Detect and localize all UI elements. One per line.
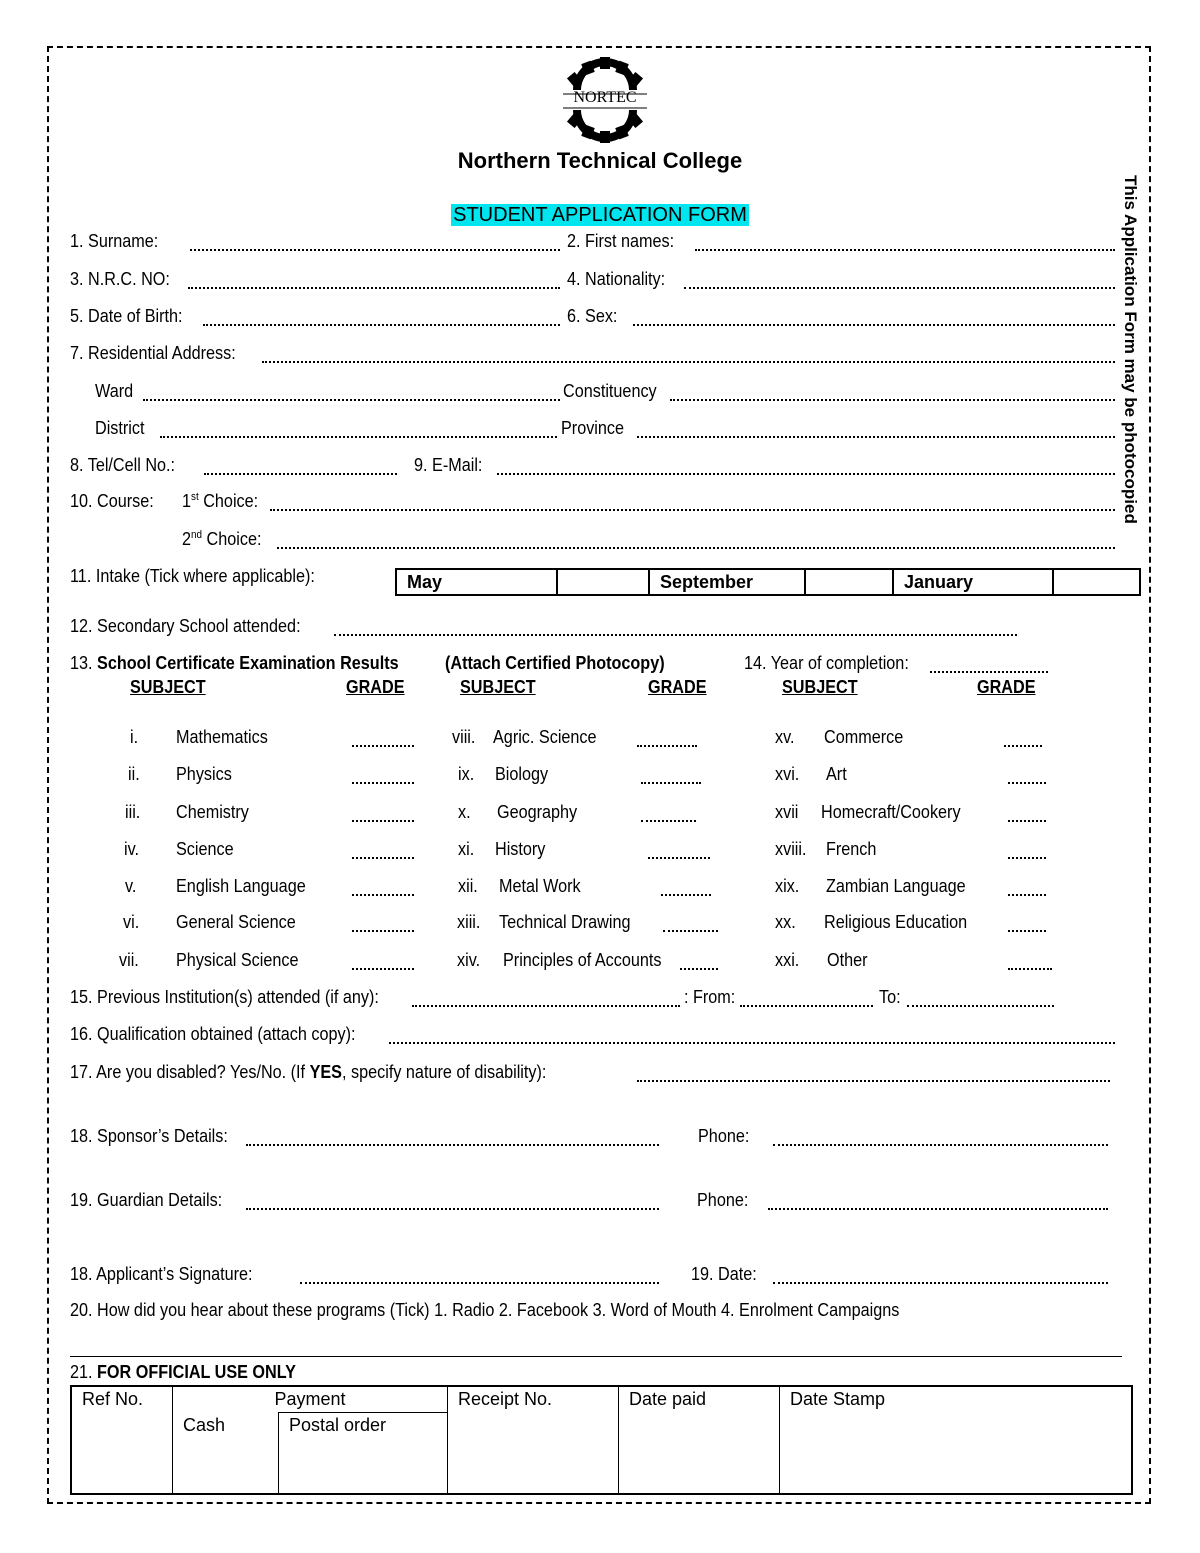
date-label: 19. Date: [691,1264,757,1284]
subject-num: xii. [458,876,478,896]
subject-num: v. [125,876,137,896]
guardian-phone-field[interactable] [768,1206,1108,1210]
grade-field[interactable] [661,892,711,896]
subject-num: xvii [775,802,799,822]
grade-field[interactable] [1008,892,1046,896]
province-label: Province [561,418,625,438]
nrc-label: 3. N.R.C. NO: [70,269,170,289]
grade-field[interactable] [641,780,701,784]
grade-field[interactable] [1008,966,1052,970]
subject-name: Zambian Language [826,876,966,896]
address-label: 7. Residential Address: [70,343,236,363]
subject-num: xxi. [775,950,800,970]
course-label: 10. Course: [70,491,154,511]
subject-name: Metal Work [499,876,581,896]
subject-num: iv. [124,839,140,859]
subject-num: xiv. [457,950,481,970]
grade-field[interactable] [1008,855,1046,859]
form-title-wrap [0,203,1200,227]
ward-label: Ward [95,381,134,401]
guardian-phone-label: Phone: [697,1190,749,1210]
grade-field[interactable] [352,966,414,970]
dob-field[interactable] [203,322,560,326]
side-note: This Application Form may be photocopied [1121,175,1140,524]
subject-name: Chemistry [176,802,249,822]
form-title: STUDENT APPLICATION FORM [453,204,747,226]
sex-field[interactable] [633,322,1115,326]
q13-heading: 13. School Certificate Examination Results [70,653,399,673]
date-field[interactable] [773,1280,1108,1284]
q15-from-label: : From: [684,987,736,1007]
grade-field[interactable] [352,743,414,747]
ref-no-header: Ref No. [71,1386,173,1494]
subject-num: viii. [452,727,476,747]
surname-field[interactable] [190,247,560,251]
q15-label: 15. Previous Institution(s) attended (if any): [70,987,379,1007]
district-field[interactable] [160,434,557,438]
subject-name: Technical Drawing [499,912,631,932]
subject-num: xix. [775,876,800,896]
sponsor-phone-field[interactable] [773,1142,1108,1146]
subject-name: French [826,839,877,859]
college-name: Northern Technical College [457,148,743,173]
receipt-no-header: Receipt No. [448,1386,619,1494]
date-stamp-header: Date Stamp [780,1386,1133,1494]
nationality-field[interactable] [684,285,1115,289]
date-paid-header: Date paid [619,1386,780,1494]
subject-num: iii. [125,802,141,822]
ward-field[interactable] [143,397,560,401]
postal-order-header: Postal order [279,1413,448,1495]
signature-field[interactable] [300,1280,659,1284]
subject-name: English Language [176,876,306,896]
intake-table [395,568,1141,596]
intake-january-tick[interactable] [1054,570,1139,594]
signature-label: 18. Applicant’s Signature: [70,1264,253,1284]
intake-september: September [650,570,806,594]
official-heading: 21. FOR OFFICIAL USE ONLY [70,1362,296,1382]
subject-name: Physical Science [176,950,299,970]
q17-field[interactable] [637,1078,1110,1082]
sponsor-field[interactable] [246,1142,659,1146]
grade-field[interactable] [1008,928,1046,932]
subject-name: Commerce [824,727,904,747]
q15-to-field[interactable] [907,1003,1054,1007]
grade-field[interactable] [1008,818,1046,822]
q15-to-label: To: [879,987,901,1007]
subject-name: General Science [176,912,296,932]
choice1-field[interactable] [270,507,1115,511]
q15-from-field[interactable] [740,1003,873,1007]
q16-label: 16. Qualification obtained (attach copy): [70,1024,356,1044]
subject-num: x. [458,802,471,822]
subject-header-1: SUBJECT [130,677,206,697]
grade-field[interactable] [352,928,414,932]
payment-header: Payment [173,1386,448,1413]
cash-header: Cash [173,1413,279,1495]
email-label: 9. E-Mail: [414,455,483,475]
logo-text: NORTEC [573,89,637,106]
tel-field[interactable] [204,471,397,475]
subject-num: xiii. [457,912,481,932]
subject-name: Physics [176,764,232,784]
grade-field[interactable] [648,855,710,859]
grade-field[interactable] [352,818,414,822]
nationality-label: 4. Nationality: [567,269,666,289]
subject-name: Mathematics [176,727,268,747]
nrc-field[interactable] [188,285,560,289]
subject-name: Biology [495,764,549,784]
q16-field[interactable] [389,1040,1115,1044]
subject-name: Religious Education [824,912,968,932]
first-names-field[interactable] [695,247,1115,251]
constituency-field[interactable] [670,397,1115,401]
guardian-field[interactable] [246,1206,659,1210]
grade-field[interactable] [352,855,414,859]
address-field[interactable] [262,359,1115,363]
subject-num: xv. [775,727,795,747]
surname-label: 1. Surname: [70,231,159,251]
subject-num: xviii. [775,839,807,859]
sex-label: 6. Sex: [567,306,618,326]
q13-attach: (Attach Certified Photocopy) [445,653,665,673]
grade-field[interactable] [637,743,697,747]
subject-num: vi. [123,912,140,932]
q17-label: 17. Are you disabled? Yes/No. (If YES, specify nature of disability): [70,1062,547,1082]
subject-num: xx. [775,912,796,932]
subject-name: Principles of Accounts [503,950,662,970]
subject-name: Art [826,764,847,784]
sponsor-phone-label: Phone: [698,1126,750,1146]
q14-label: 14. Year of completion: [744,653,909,673]
grade-field[interactable] [352,780,414,784]
subject-name: History [495,839,546,859]
choice2-label: 2nd Choice: [182,529,262,549]
intake-label: 11. Intake (Tick where applicable): [70,566,315,586]
subject-name: Agric. Science [493,727,597,747]
subject-header-3: SUBJECT [782,677,858,697]
subject-num: xvi. [775,764,800,784]
divider [70,1356,1122,1357]
first-names-label: 2. First names: [567,231,675,251]
grade-field[interactable] [641,818,696,822]
grade-field[interactable] [352,892,414,896]
guardian-label: 19. Guardian Details: [70,1190,223,1210]
intake-may-tick[interactable] [558,570,650,594]
subject-num: ix. [458,764,475,784]
secondary-label: 12. Secondary School attended: [70,616,301,636]
subject-num: xi. [458,839,475,859]
intake-september-tick[interactable] [806,570,894,594]
q14-field[interactable] [930,669,1048,673]
q15-institution-field[interactable] [412,1003,680,1007]
grade-header-2: GRADE [648,677,707,697]
tel-label: 8. Tel/Cell No.: [70,455,176,475]
subject-name: Geography [497,802,578,822]
q20-label: 20. How did you hear about these programs (Tick) 1. Radio 2. Facebook 3. Word of Mouth 4. Enrolment Campaigns [70,1300,900,1320]
subject-name: Science [176,839,234,859]
grade-field[interactable] [1008,780,1046,784]
email-field[interactable] [497,471,1115,475]
grade-field[interactable] [1004,743,1042,747]
official-use-table [70,1385,1133,1495]
secondary-field[interactable] [334,632,1017,636]
constituency-label: Constituency [563,381,657,401]
district-label: District [95,418,145,438]
dob-label: 5. Date of Birth: [70,306,183,326]
grade-header-1: GRADE [346,677,405,697]
sponsor-label: 18. Sponsor’s Details: [70,1126,228,1146]
intake-may: May [397,570,558,594]
choice2-field[interactable] [277,545,1115,549]
subject-header-2: SUBJECT [460,677,536,697]
intake-january: January [894,570,1054,594]
grade-field[interactable] [663,928,718,932]
subject-num: i. [130,727,139,747]
choice1-label: 1st Choice: [182,491,259,511]
grade-header-3: GRADE [977,677,1036,697]
province-field[interactable] [637,434,1115,438]
subject-num: vii. [119,950,139,970]
subject-num: ii. [128,764,140,784]
subject-name: Homecraft/Cookery [821,802,961,822]
grade-field[interactable] [680,966,718,970]
subject-name: Other [827,950,868,970]
